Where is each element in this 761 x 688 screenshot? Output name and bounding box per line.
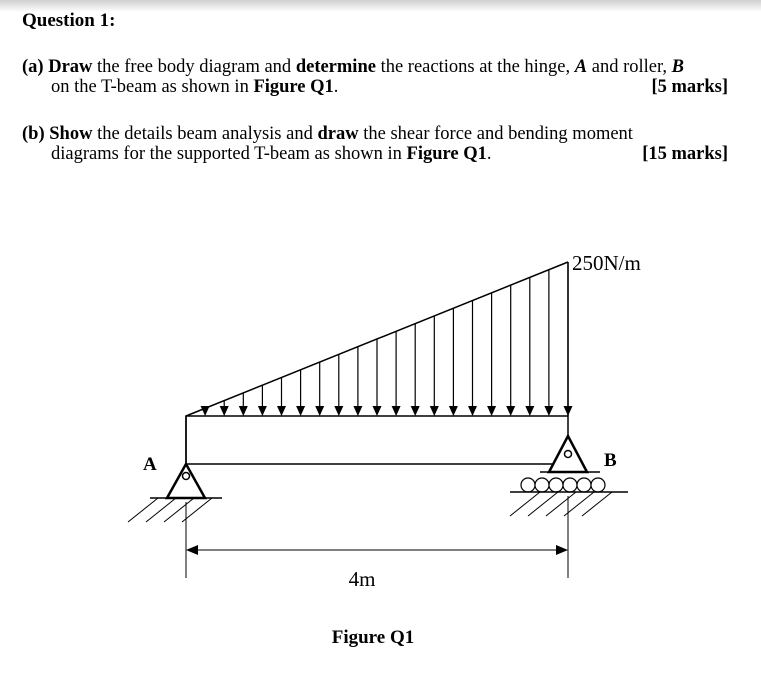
part-b-text1: the details beam analysis and: [97, 124, 313, 144]
part-a-text2: the reactions at the hinge,: [380, 57, 571, 77]
part-a-figure-ref: Figure Q1: [253, 77, 334, 97]
part-a-point-a: A: [574, 57, 588, 77]
load-arrow-head: [468, 406, 477, 416]
part-b-label: (b): [22, 124, 45, 144]
part-b-end: .: [486, 144, 492, 164]
part-a-point-b: B: [671, 57, 684, 77]
part-b-marks: [15 marks]: [642, 144, 728, 164]
roller-support-b: [510, 436, 628, 516]
load-arrow-head: [506, 406, 515, 416]
load-arrow-head: [258, 406, 267, 416]
load-arrow-head: [296, 406, 305, 416]
support-b-label: B: [604, 450, 617, 471]
question-title: Question 1:: [22, 10, 116, 31]
load-arrow-head: [449, 406, 458, 416]
load-arrow-head: [277, 406, 286, 416]
load-arrow-head: [334, 406, 343, 416]
span-dimension: [186, 496, 568, 578]
span-label: 4m: [348, 567, 376, 591]
load-arrow-head: [525, 406, 534, 416]
part-a-text4: on the T-beam as shown in: [51, 77, 249, 97]
part-b-text2: the shear force and bending moment: [363, 124, 633, 144]
figure-caption: Figure Q1: [331, 627, 415, 648]
load-arrow-head: [392, 406, 401, 416]
part-b-verb-draw: draw: [317, 124, 359, 144]
load-arrow-head: [544, 406, 553, 416]
load-arrow-head: [239, 406, 248, 416]
part-a-text3: and roller,: [591, 57, 668, 77]
part-b-figure-ref: Figure Q1: [406, 144, 487, 164]
part-a-label: (a): [22, 57, 44, 77]
load-arrow-head: [430, 406, 439, 416]
part-a-text1: the free body diagram and: [97, 57, 292, 77]
part-b-verb-show: Show: [49, 124, 93, 144]
load-arrow-head: [315, 406, 324, 416]
t-beam: [186, 416, 568, 464]
support-a-label: A: [143, 454, 157, 475]
load-label: 250N/m: [572, 251, 641, 275]
load-arrow-head: [220, 406, 229, 416]
part-a-verb-draw: Draw: [48, 57, 93, 77]
distributed-load-arrows: [201, 262, 573, 416]
part-a-verb-determine: determine: [295, 57, 376, 77]
load-arrow-head: [411, 406, 420, 416]
part-a-marks: [5 marks]: [651, 77, 728, 97]
load-arrow-head: [353, 406, 362, 416]
load-arrow-head: [487, 406, 496, 416]
part-b-text3: diagrams for the supported T-beam as shown in: [51, 144, 402, 164]
load-arrow-head: [373, 406, 382, 416]
part-a-end: .: [333, 77, 339, 97]
